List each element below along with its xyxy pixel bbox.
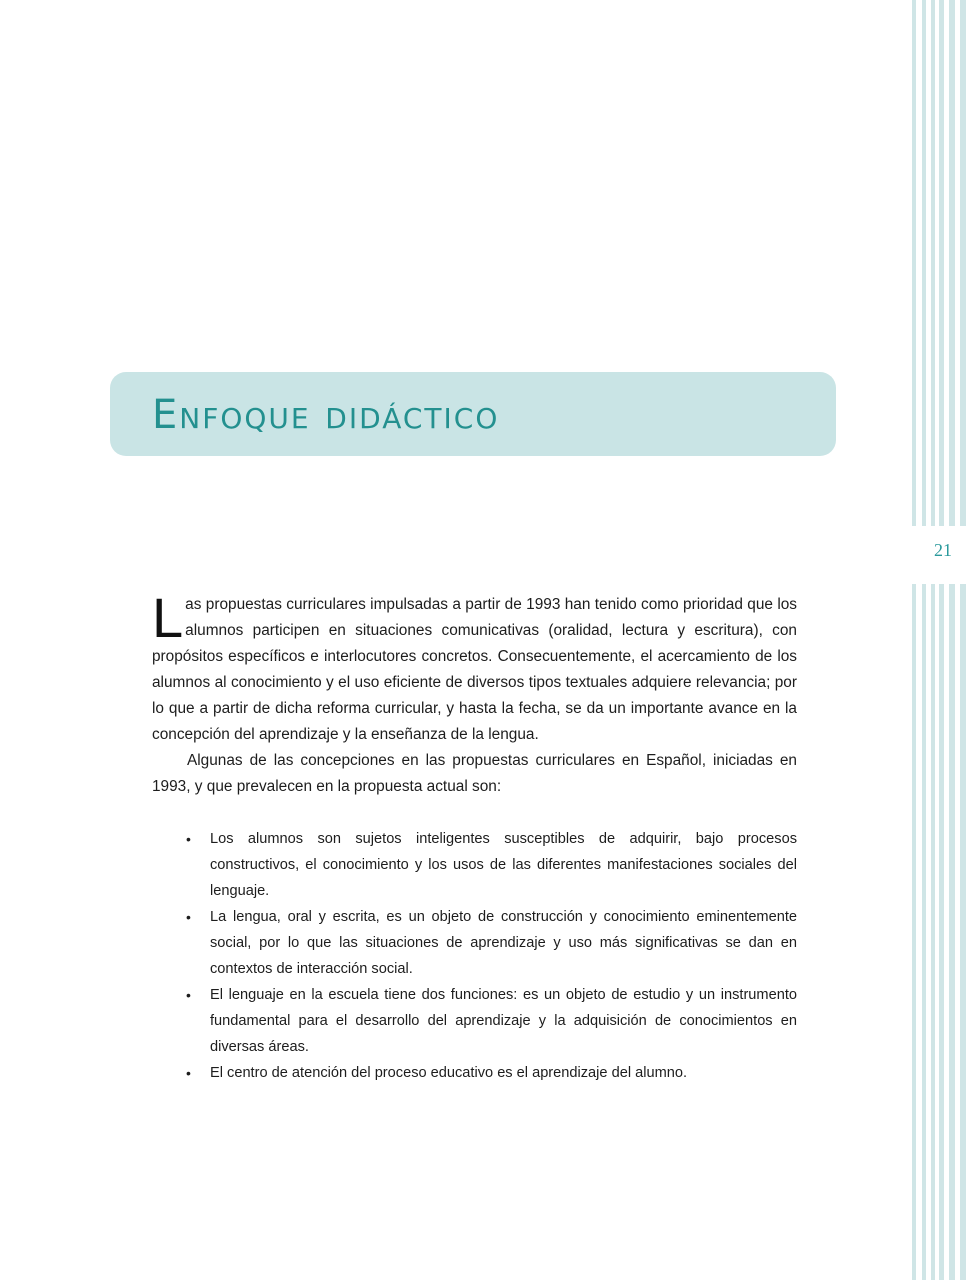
margin-stripe	[912, 0, 916, 1280]
list-item-text: Los alumnos son sujetos inteligentes susceptibles de adquirir, bajo procesos constructivos, el conocimiento y los usos de las diferentes manifestaciones sociales del lenguaje.	[210, 831, 797, 899]
list-item-text: El centro de atención del proceso educativo es el aprendizaje del alumno.	[210, 1065, 688, 1081]
intro-paragraph-text: as propuestas curriculares impulsadas a partir de 1993 han tenido como prioridad que los alumnos participen en situaciones comunicativas (oralidad, lectura y escritura), con propósitos específicos e interlocutores concretos. Consecuentemente, el acercamiento de los alumnos al conocimiento y el uso eficiente de diversos tipos textuales adquiere relevancia; por lo que a partir de dicha reforma curricular, y hasta la fecha, se da un importante avance en la concepción del aprendizaje y la enseñanza de la lengua.	[152, 596, 797, 743]
margin-stripe	[931, 0, 935, 1280]
list-item	[152, 1060, 797, 1086]
bullet-icon: •	[186, 1065, 191, 1081]
margin-stripe	[922, 0, 926, 1280]
list-item	[152, 826, 797, 904]
margin-stripe	[960, 0, 966, 1280]
bullet-list	[152, 826, 797, 1086]
margin-stripe	[939, 0, 944, 1280]
list-item-text: El lenguaje en la escuela tiene dos funciones: es un objeto de estudio y un instrumento fundamental para el desarrollo del aprendizaje y la adquisición de conocimientos en diversas áreas.	[210, 987, 797, 1055]
bullet-icon: •	[186, 909, 191, 925]
margin-stripe	[949, 0, 955, 1280]
page-number: 21	[934, 540, 952, 560]
bullet-icon: •	[186, 987, 191, 1003]
chapter-banner	[110, 372, 836, 456]
list-item	[152, 982, 797, 1060]
list-item	[152, 904, 797, 982]
intro-paragraph	[152, 586, 797, 748]
drop-cap: L	[152, 586, 184, 649]
second-paragraph: Algunas de las concepciones en las propuestas curriculares en Español, iniciadas en 1993, y que prevalecen en la propuesta actual son:	[152, 752, 797, 795]
main-content	[152, 586, 797, 1086]
bullet-icon: •	[186, 831, 191, 847]
chapter-title: Enfoque didáctico	[152, 392, 500, 438]
margin-stripes	[912, 0, 972, 1280]
list-item-text: La lengua, oral y escrita, es un objeto de construcción y conocimiento eminentemente social, por lo que las situaciones de aprendizaje y uso más significativas se dan en contextos de interacción social.	[210, 909, 797, 977]
